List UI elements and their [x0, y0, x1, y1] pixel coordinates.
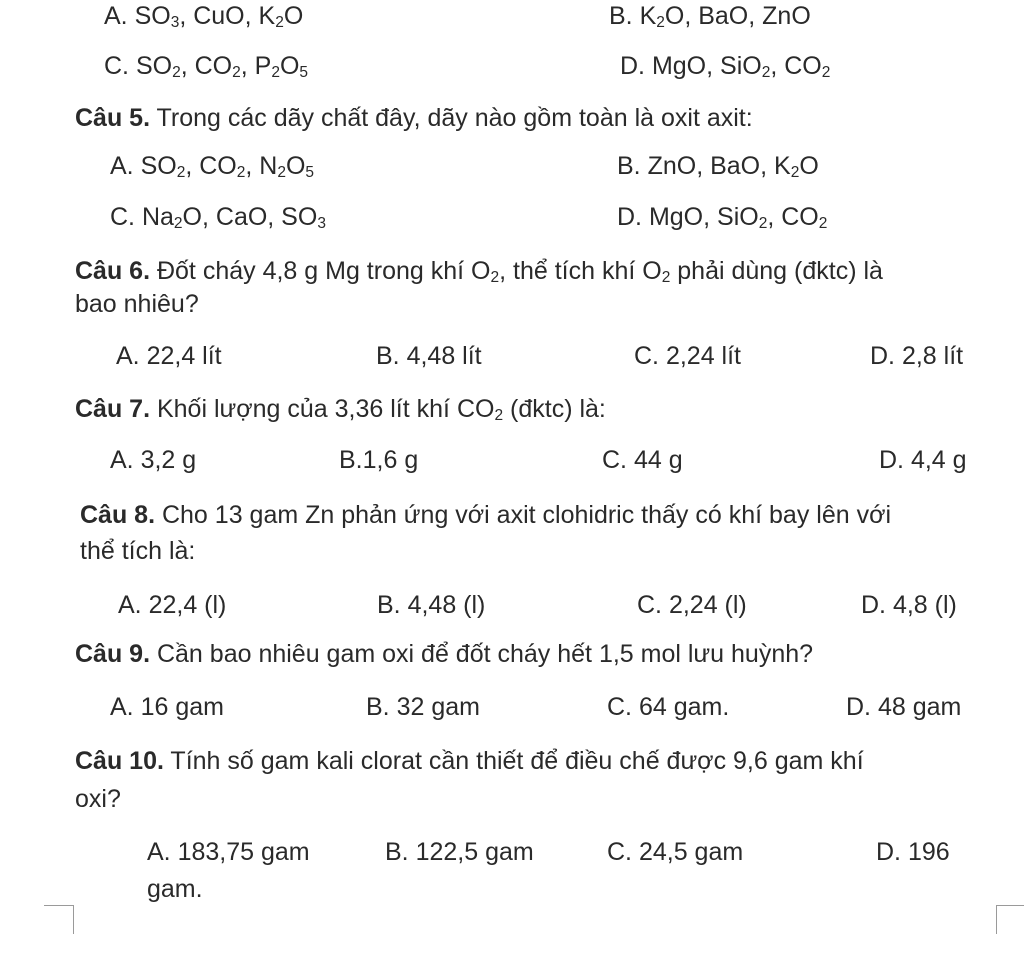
question-6-text: Đốt cháy 4,8 g Mg trong khí $O_2$, thể tích khí $O_2$ phải dùng (đktc) là [150, 257, 883, 286]
q8-option-b: B. 4,48 (l) [377, 591, 486, 619]
q8-option-a: A. 22,4 (l) [118, 591, 227, 619]
question-9-label: Câu 9. [75, 640, 151, 668]
question-5-text: Trong các dãy chất đây, dãy nào gồm toàn là oxit axit: [150, 104, 753, 132]
question-10-label: Câu 10. [75, 747, 164, 775]
q7-option-c: C. 44 g [602, 446, 683, 474]
q6-option-a: A. 22,4 lít [116, 342, 222, 370]
q6-option-b: B. 4,48 lít [376, 342, 482, 370]
q7-option-d: D. 4,4 g [879, 446, 967, 474]
q10-option-b: B. 122,5 gam [385, 838, 534, 866]
q5-option-d: D. MgO, SiO$_2$, $CO_2$ [617, 203, 828, 232]
page-corner-mark-left [44, 905, 74, 934]
question-8-text: Cho 13 gam Zn phản ứng với axit clohidric thấy có khí bay lên với [155, 501, 892, 529]
q10-option-d-cont: gam. [147, 875, 203, 903]
question-8-text-cont: thể tích là: [80, 537, 196, 565]
question-10 [75, 745, 864, 778]
q9-option-b: B. 32 gam [366, 693, 480, 721]
question-8-label: Câu 8. [80, 501, 156, 529]
question-6-text-cont: bao nhiêu? [75, 290, 199, 318]
q5-option-c: C. $Na_2O$, CaO, $SO_3$ [110, 203, 326, 232]
question-10-text: Tính số gam kali clorat cần thiết để điều chế được 9,6 gam khí [163, 747, 864, 775]
q10-option-d: D. 196 [876, 838, 950, 866]
question-9-text: Cần bao nhiêu gam oxi để đốt cháy hết 1,5 mol lưu huỳnh? [150, 640, 814, 668]
question-7-label: Câu 7. [75, 395, 151, 423]
q6-option-c: C. 2,24 lít [634, 342, 741, 370]
q9-option-d: D. 48 gam [846, 693, 962, 721]
prev-option-c: C. $SO_2$, $CO_2$, $P_2O_5$ [104, 52, 309, 81]
q8-option-d: D. 4,8 (l) [861, 591, 957, 619]
q7-option-a: A. 3,2 g [110, 446, 197, 474]
q10-option-c: C. 24,5 gam [607, 838, 744, 866]
prev-option-a: A. $SO_3$, CuO, $K_2O$ [104, 2, 304, 31]
question-7 [75, 393, 606, 426]
question-5-label: Câu 5. [75, 104, 151, 132]
prev-option-d: D. MgO, SiO$_2$, $CO_2$ [620, 52, 831, 81]
question-8 [80, 499, 891, 532]
question-6 [75, 255, 883, 288]
question-7-text: Khối lượng của 3,36 lít khí $CO_2$ (đktc) là: [150, 395, 606, 424]
q9-option-c: C. 64 gam. [607, 693, 730, 721]
q7-option-b: B.1,6 g [339, 446, 419, 474]
q10-option-a: A. 183,75 gam [147, 838, 310, 866]
prev-option-b: B. $K_2O$, BaO, ZnO [609, 2, 811, 31]
q5-option-a: A. $SO_2$, $CO_2$, $N_2O_5$ [110, 152, 315, 181]
question-9 [75, 638, 813, 671]
q5-option-b: B. ZnO, BaO, $K_2O$ [617, 152, 819, 181]
q8-option-c: C. 2,24 (l) [637, 591, 747, 619]
question-5 [75, 102, 753, 135]
page-corner-mark-right [996, 905, 1024, 934]
q9-option-a: A. 16 gam [110, 693, 224, 721]
question-6-label: Câu 6. [75, 257, 151, 285]
question-10-text-cont: oxi? [75, 785, 121, 813]
q6-option-d: D. 2,8 lít [870, 342, 964, 370]
